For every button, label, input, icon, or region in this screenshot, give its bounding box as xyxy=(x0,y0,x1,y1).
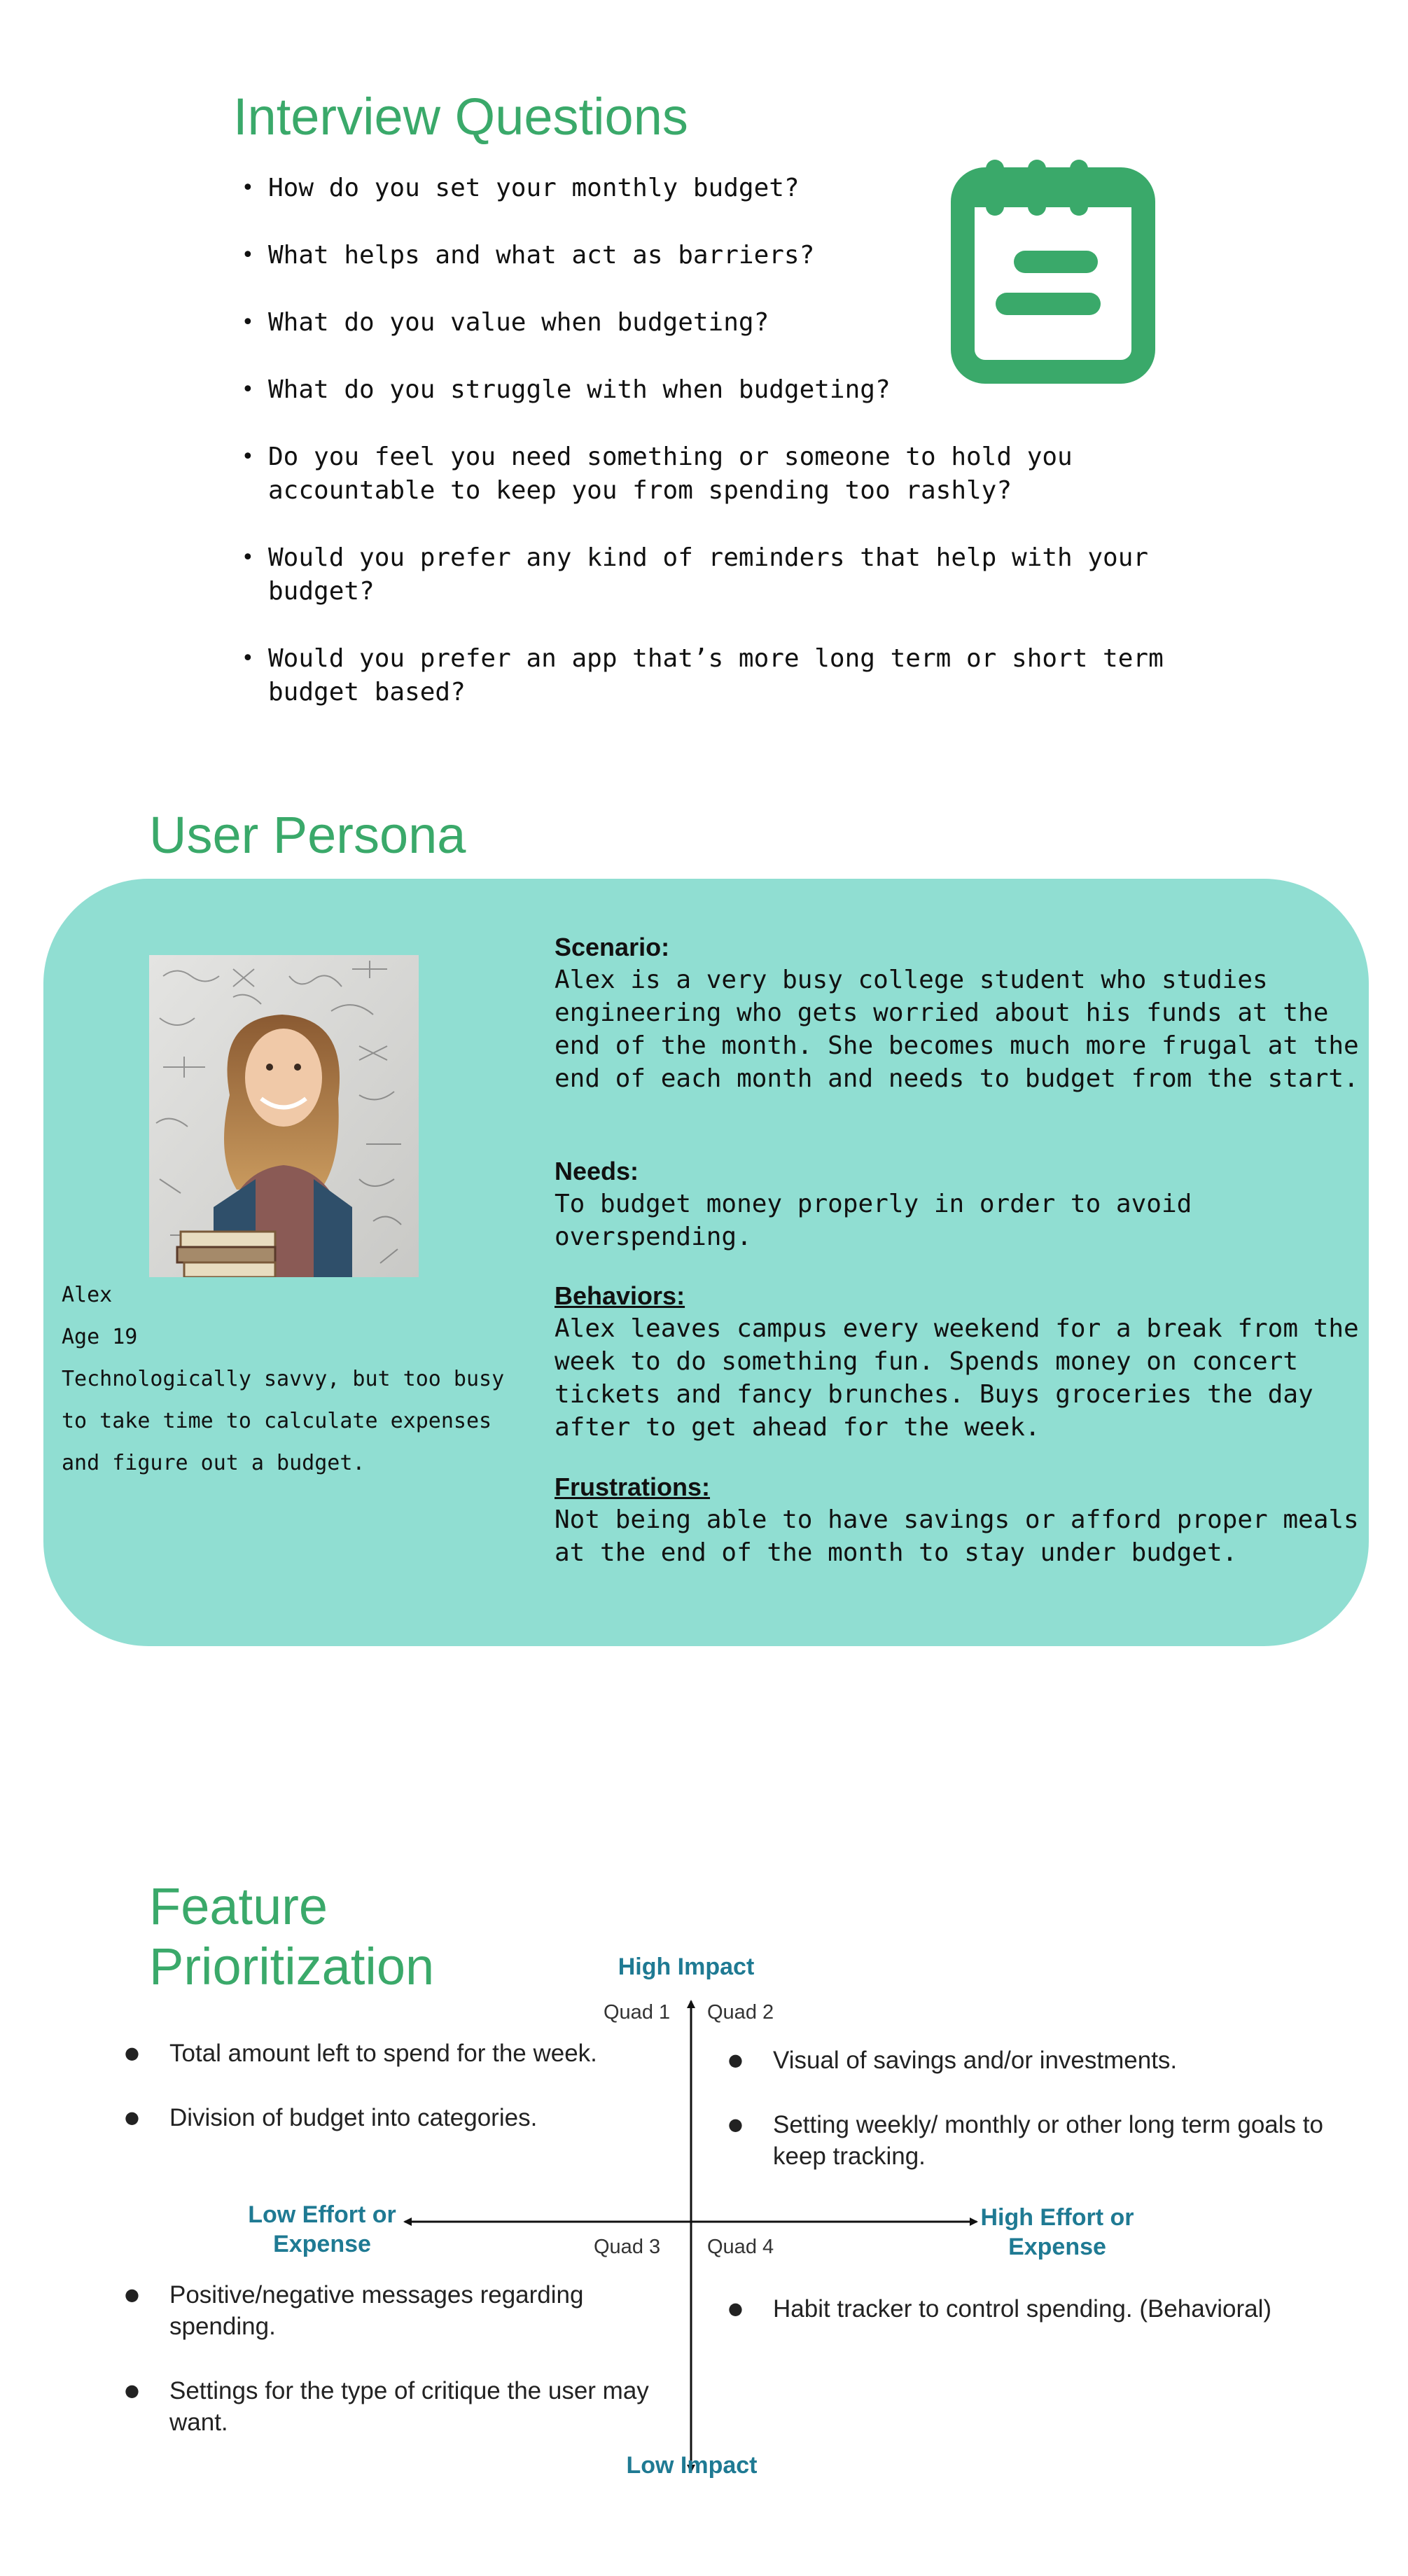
axis-label-high-effort xyxy=(963,2203,1152,2262)
persona-title: User Persona xyxy=(149,806,466,864)
feature-item: ● Visual of savings and/or investments. xyxy=(728,2045,1344,2076)
axis-label-line: Expense xyxy=(1008,2234,1106,2260)
interview-question: • Do you feel you need something or someone to hold you accountable to keep you from spending too rashly? xyxy=(242,440,1208,508)
notepad-icon xyxy=(951,160,1155,384)
axis-label-line: Expense xyxy=(273,2231,371,2257)
persona-name: Alex xyxy=(62,1283,113,1307)
persona-description-line: and figure out a budget. xyxy=(62,1451,365,1475)
quad-2-feature-list xyxy=(728,2045,1344,2205)
needs-section xyxy=(555,1155,1360,1253)
persona-info xyxy=(62,1274,538,1484)
interview-question: • What do you struggle with when budgeting? xyxy=(242,373,1208,407)
frustrations-section xyxy=(555,1471,1360,1569)
feature-item: ● Positive/negative messages regarding spending. xyxy=(125,2279,657,2342)
feature-item: ● Division of budget into categories. xyxy=(125,2102,601,2133)
feature-prioritization-title xyxy=(149,1877,569,1997)
scenario-label: Scenario: xyxy=(555,933,670,961)
interview-title: Interview Questions xyxy=(233,88,688,146)
quad-1-feature-list xyxy=(125,2038,601,2166)
interview-question: • Would you prefer any kind of reminders that help with your budget? xyxy=(242,541,1208,608)
frustrations-label: Frustrations: xyxy=(555,1473,711,1501)
interview-question: • How do you set your monthly budget? xyxy=(242,172,1208,205)
persona-description-line: to take time to calculate expenses xyxy=(62,1409,492,1433)
feature-item: ● Setting weekly/ monthly or other long term goals to keep tracking. xyxy=(728,2109,1344,2172)
quad-4-label: Quad 4 xyxy=(707,2236,774,2258)
axis-label-low-effort xyxy=(235,2200,410,2259)
feature-item: ● Habit tracker to control spending. (Behavioral) xyxy=(728,2293,1344,2325)
axis-label-low-impact: Low Impact xyxy=(626,2452,758,2479)
feature-title-line: Feature xyxy=(149,1877,328,1935)
axis-label-line: Low Effort or xyxy=(248,2201,396,2228)
axis-label-line: High Effort or xyxy=(980,2204,1134,2231)
persona-age: Age 19 xyxy=(62,1325,138,1349)
needs-text: To budget money properly in order to avoid overspending. xyxy=(555,1190,1192,1251)
quad-4-feature-list xyxy=(728,2293,1344,2358)
persona-description-line: Technologically savvy, but too busy xyxy=(62,1367,505,1391)
frustrations-text: Not being able to have savings or afford proper meals at the end of the month to stay under budget. xyxy=(555,1505,1359,1567)
scenario-section xyxy=(555,931,1360,1095)
interview-question: • Would you prefer an app that’s more long term or short term budget based? xyxy=(242,642,1208,709)
feature-item: ● Settings for the type of critique the user may want. xyxy=(125,2375,657,2438)
scenario-text: Alex is a very busy college student who studies engineering who gets worried about his funds at the end of the month. She becomes much more frugal at the end of each month and needs to budget from the start. xyxy=(555,966,1359,1093)
quad-1-label: Quad 1 xyxy=(604,2001,671,2024)
persona-photo xyxy=(149,955,419,1277)
feature-title-line: Prioritization xyxy=(149,1937,435,1996)
behaviors-section xyxy=(555,1280,1360,1444)
needs-label: Needs: xyxy=(555,1157,639,1185)
quad-3-feature-list xyxy=(125,2279,657,2471)
quad-2-label: Quad 2 xyxy=(707,2001,774,2024)
feature-item: ● Total amount left to spend for the week. xyxy=(125,2038,601,2069)
interview-question: • What do you value when budgeting? xyxy=(242,306,1208,340)
behaviors-label: Behaviors: xyxy=(555,1281,685,1310)
interview-question: • What helps and what act as barriers? xyxy=(242,239,1208,272)
axis-label-high-impact: High Impact xyxy=(618,1954,755,1980)
behaviors-text: Alex leaves campus every weekend for a break from the week to do something fun. Spends money on concert tickets and fancy brunches. Buys groceries the day after to get ahead for the week. xyxy=(555,1314,1359,1442)
quad-3-label: Quad 3 xyxy=(594,2236,661,2258)
